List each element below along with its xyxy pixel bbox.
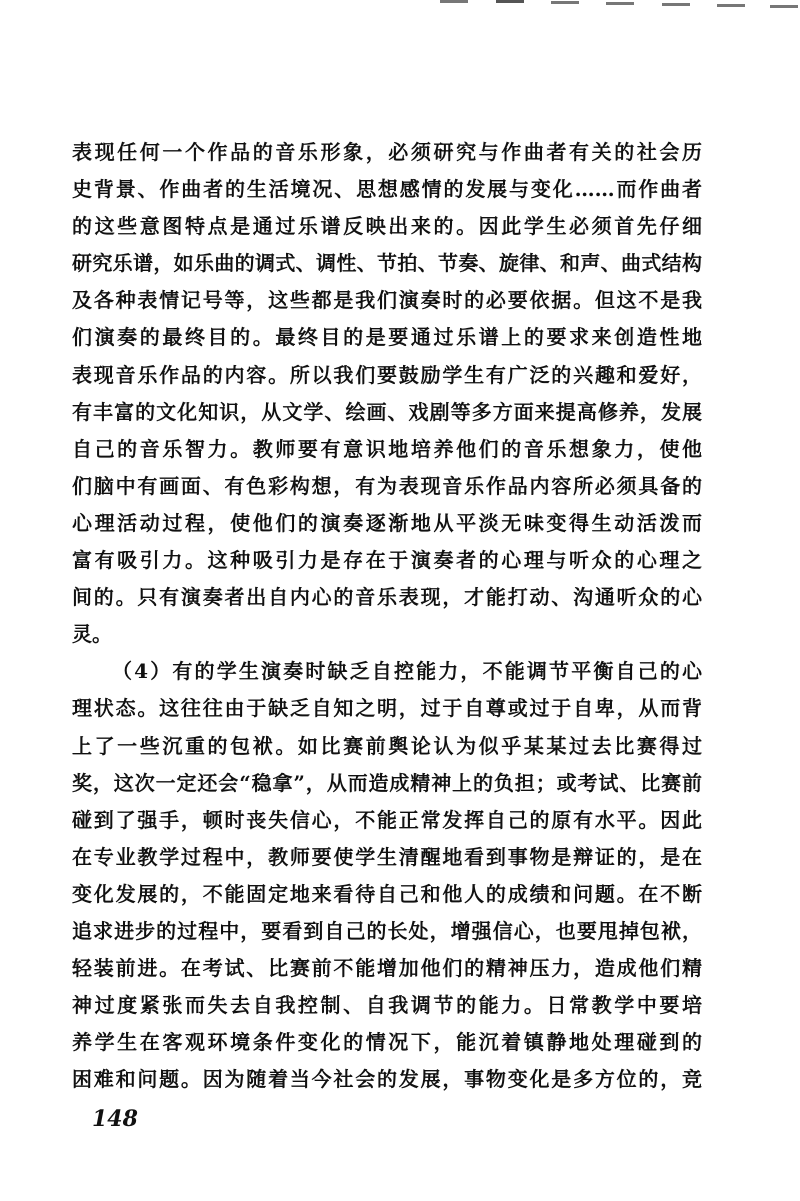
text-line: 们演奏的最终目的。最终目的是要通过乐谱上的要求来创造性地 bbox=[72, 325, 702, 350]
text-line: 碰到了强手，顿时丧失信心，不能正常发挥自己的原有水平。因此 bbox=[72, 807, 702, 832]
text-line: 上了一些沉重的包袱。如比赛前舆论认为似乎某某过去比赛得过 bbox=[72, 733, 702, 758]
text-line: 富有吸引力。这种吸引力是存在于演奏者的心理与听众的心理之 bbox=[72, 548, 702, 573]
text-line: （4）有的学生演奏时缺乏自控能力，不能调节平衡自己的心 bbox=[112, 659, 702, 684]
text-line: 在专业教学过程中，教师要使学生清醒地看到事物是辩证的，是在 bbox=[72, 844, 702, 869]
text-line: 养学生在客观环境条件变化的情况下，能沉着镇静地处理碰到的 bbox=[72, 1030, 702, 1055]
body-text bbox=[72, 134, 702, 1098]
text-line: 理状态。这往往由于缺乏自知之明，过于自尊或过于自卑，从而背 bbox=[72, 696, 702, 721]
edge-mark bbox=[606, 2, 634, 5]
text-line: 表现任何一个作品的音乐形象，必须研究与作曲者有关的社会历 bbox=[72, 140, 702, 164]
text-line: 表现音乐作品的内容。所以我们要鼓励学生有广泛的兴趣和爱好， bbox=[72, 362, 702, 387]
text-line: 灵。 bbox=[72, 622, 112, 647]
text-line: 神过度紧张而失去自我控制、自我调节的能力。日常教学中要培 bbox=[72, 993, 702, 1018]
edge-mark bbox=[717, 4, 745, 7]
text-line: 史背景、作曲者的生活境况、思想感情的发展与变化……而作曲者 bbox=[72, 177, 702, 202]
edge-mark bbox=[551, 1, 579, 4]
edge-mark bbox=[440, 0, 468, 3]
text-line: 自己的音乐智力。教师要有意识地培养他们的音乐想象力，使他 bbox=[72, 436, 702, 461]
page-number: 148 bbox=[92, 1106, 138, 1132]
text-line: 有丰富的文化知识，从文学、绘画、戏剧等多方面来提高修养，发展 bbox=[72, 399, 702, 424]
text-line: 奖，这次一定还会“稳拿”，从而造成精神上的负担；或考试、比赛前 bbox=[72, 770, 702, 795]
text-line: 及各种表情记号等，这些都是我们演奏时的必要依据。但这不是我 bbox=[72, 288, 702, 313]
text-line: 轻装前进。在考试、比赛前不能增加他们的精神压力，造成他们精 bbox=[72, 956, 702, 981]
text-line: 的这些意图特点是通过乐谱反映出来的。因此学生必须首先仔细 bbox=[72, 214, 702, 239]
text-line: 变化发展的，不能固定地来看待自己和他人的成绩和问题。在不断 bbox=[72, 881, 702, 906]
edge-mark bbox=[662, 3, 690, 6]
text-line: 心理活动过程，使他们的演奏逐渐地从平淡无味变得生动活泼而 bbox=[72, 510, 702, 535]
edge-mark bbox=[496, 0, 524, 3]
text-line: 研究乐谱，如乐曲的调式、调性、节拍、节奏、旋律、和声、曲式结构 bbox=[72, 251, 702, 276]
text-line: 困难和问题。因为随着当今社会的发展，事物变化是多方位的，竞 bbox=[72, 1067, 702, 1092]
edge-mark bbox=[770, 5, 798, 8]
text-line: 间的。只有演奏者出自内心的音乐表现，才能打动、沟通听众的心 bbox=[72, 585, 702, 610]
text-line: 们脑中有画面、有色彩构想，有为表现音乐作品内容所必须具备的 bbox=[72, 473, 702, 498]
text-line: 追求进步的过程中，要看到自己的长处，增强信心，也要甩掉包袱， bbox=[72, 918, 702, 943]
